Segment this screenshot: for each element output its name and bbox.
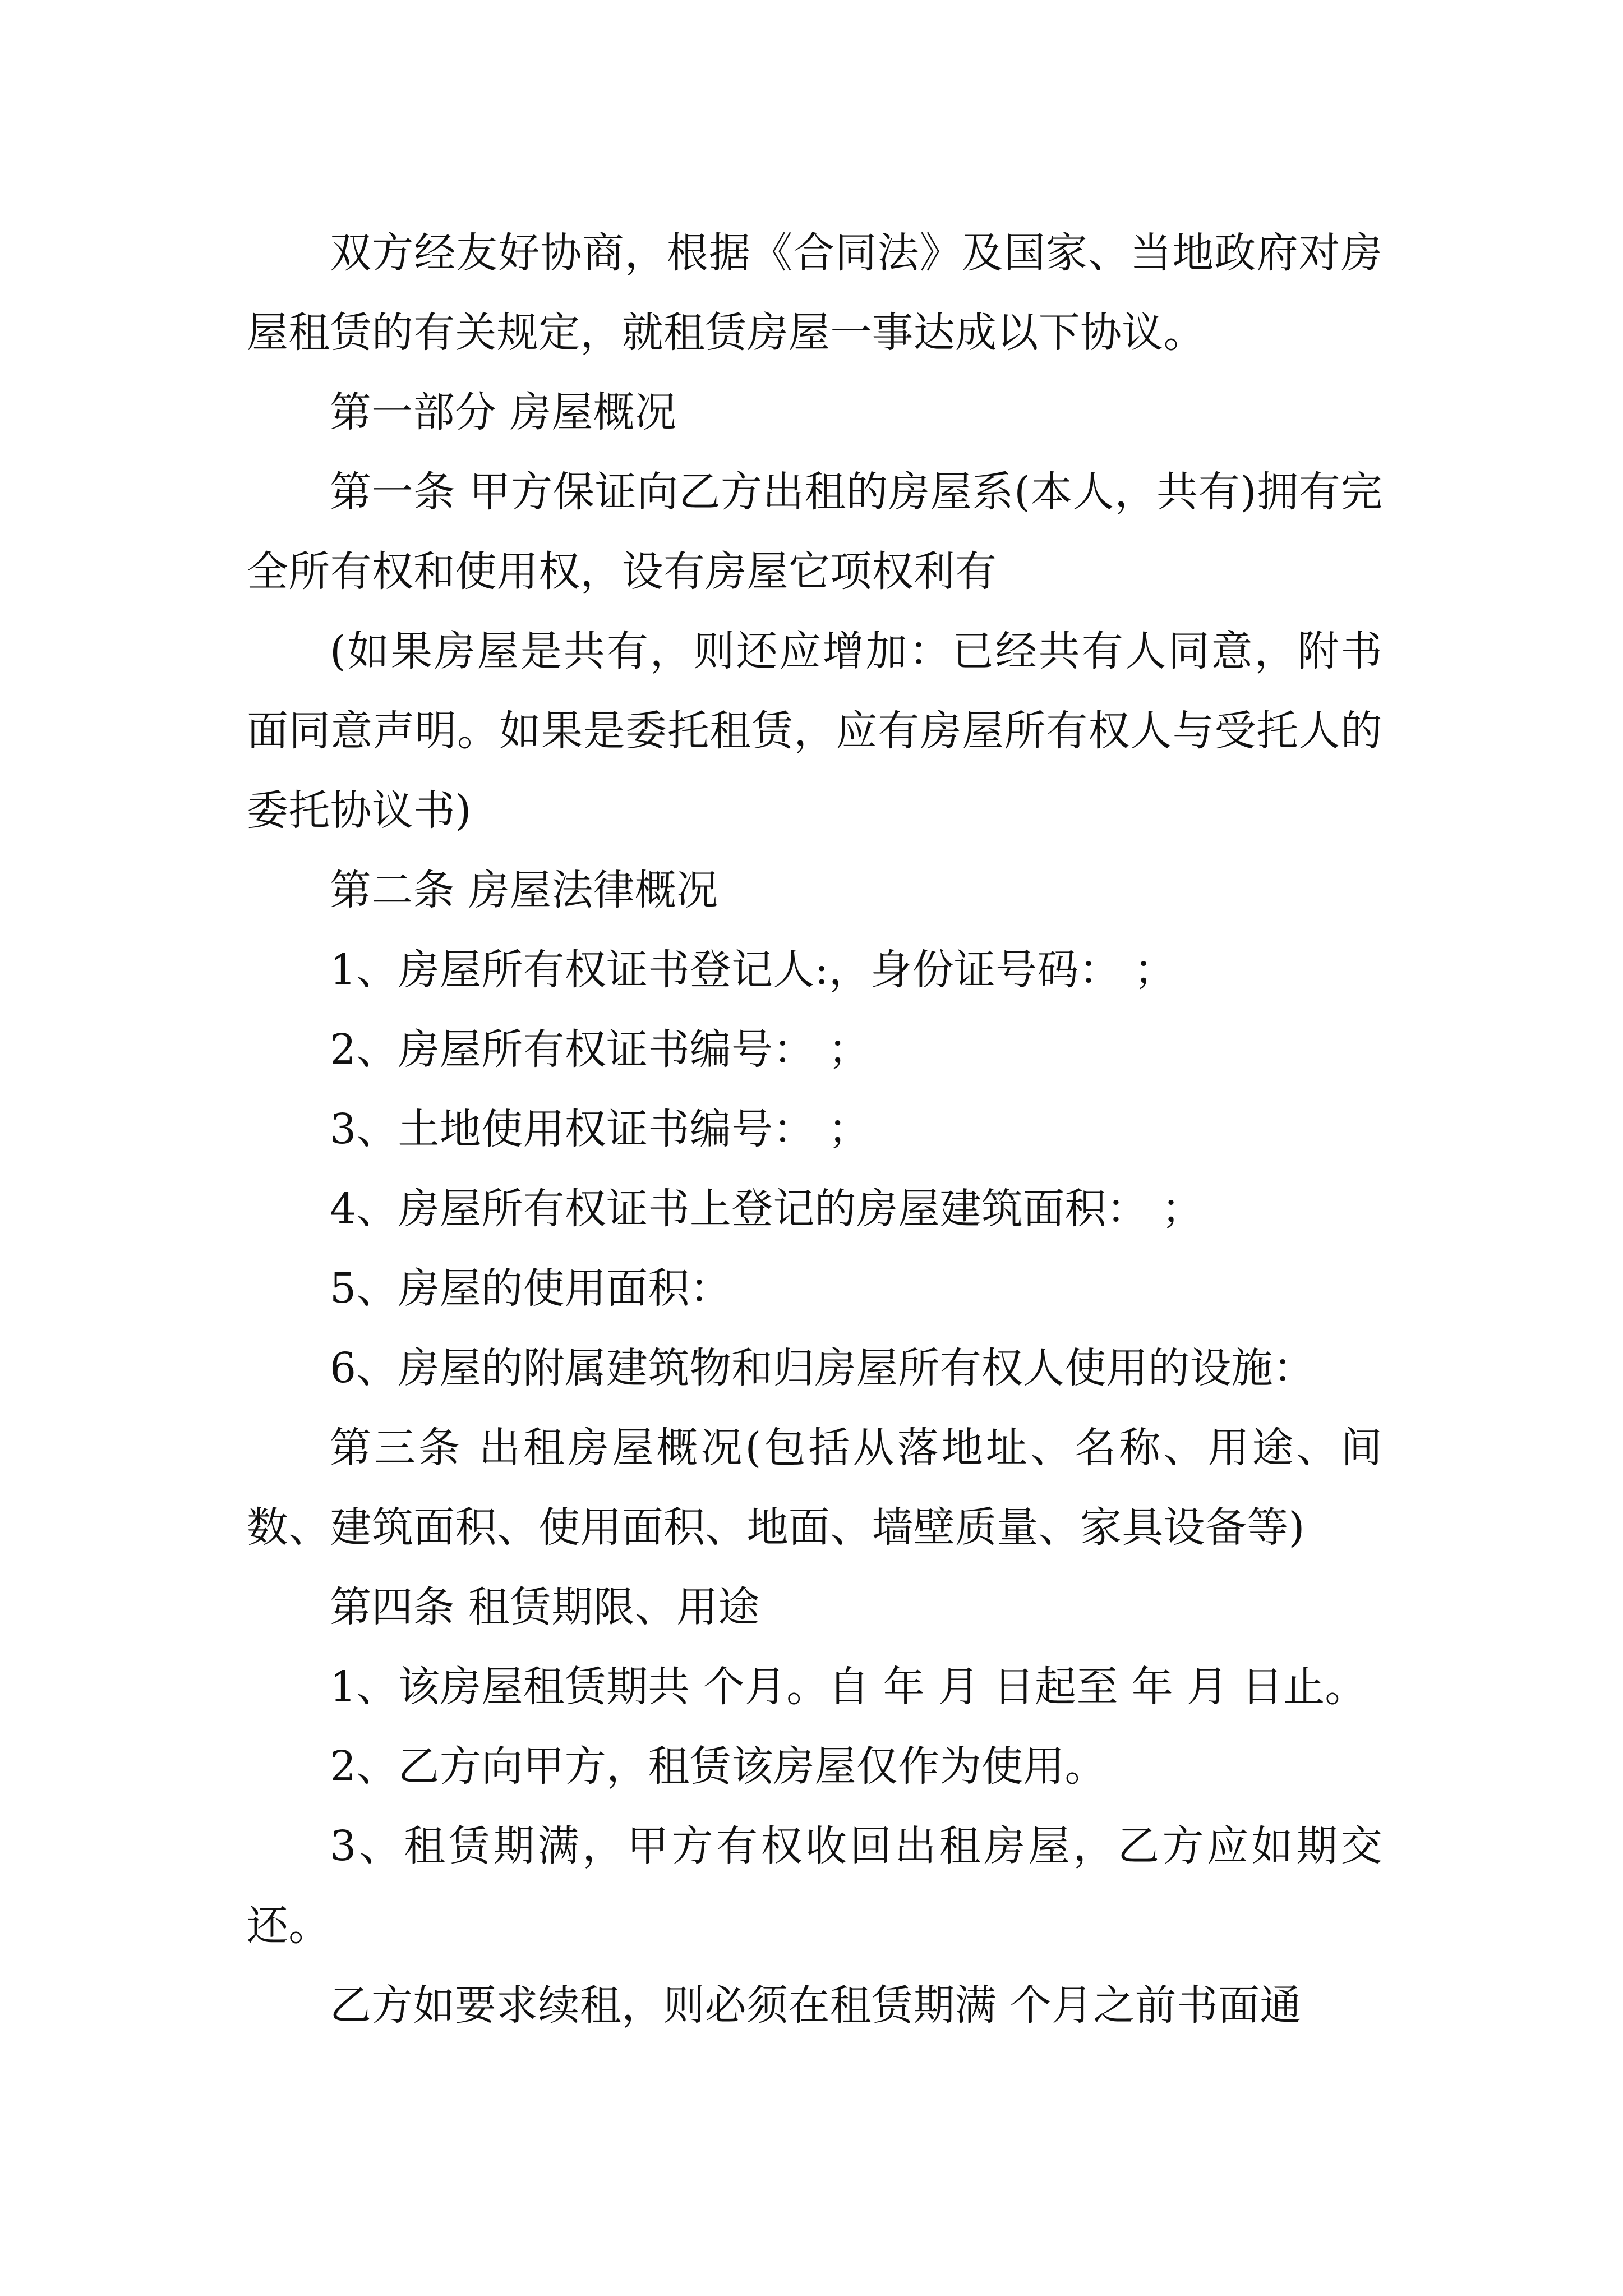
document-body [247, 213, 1382, 2045]
article-two-item-6: 6、房屋的附属建筑物和归房屋所有权人使用的设施： [330, 1344, 1315, 1392]
article-two-item-5: 5、房屋的使用面积： [330, 1264, 732, 1313]
article-two-heading: 第二条 房屋法律概况 [330, 866, 718, 914]
part-one-heading: 第一部分 房屋概况 [330, 388, 677, 436]
article-four-item-1: 1、该房屋租赁期共 个月。自 年 月 日起至 年 月 日止。 [330, 1663, 1367, 1711]
article-three: 第三条 出租房屋概况(包括从落地址、名称、用途、间数、建筑面积、使用面积、地面、墙壁质量、家具设备等) [247, 1424, 1382, 1552]
article-four-item-2: 2、乙方向甲方，租赁该房屋仅作为使用。 [330, 1742, 1106, 1791]
article-four-heading: 第四条 租赁期限、用途 [330, 1583, 760, 1631]
article-two-item-2: 2、房屋所有权证书编号： ； [330, 1025, 870, 1074]
article-two-item-4: 4、房屋所有权证书上登记的房屋建筑面积： ； [330, 1185, 1204, 1233]
paragraph-intro: 双方经友好协商，根据《合同法》及国家、当地政府对房屋租赁的有关规定，就租赁房屋一事达成以下协议。 [247, 229, 1382, 357]
article-two-item-1: 1、房屋所有权证书登记人:，身份证号码： ； [330, 946, 1176, 994]
article-one-note: (如果房屋是共有，则还应增加：已经共有人同意，附书面同意声明。如果是委托租赁，应有房屋所有权人与受托人的委托协议书) [247, 627, 1382, 835]
renewal-clause: 乙方如要求续租，则必须在租赁期满 个月之前书面通 [330, 1981, 1302, 2030]
article-four-item-3: 3、租赁期满，甲方有权收回出租房屋，乙方应如期交还。 [247, 1822, 1382, 1950]
article-one: 第一条 甲方保证向乙方出租的房屋系(本人，共有)拥有完全所有权和使用权，设有房屋它项权利有 [247, 468, 1382, 596]
article-two-item-3: 3、土地使用权证书编号： ； [330, 1105, 870, 1153]
